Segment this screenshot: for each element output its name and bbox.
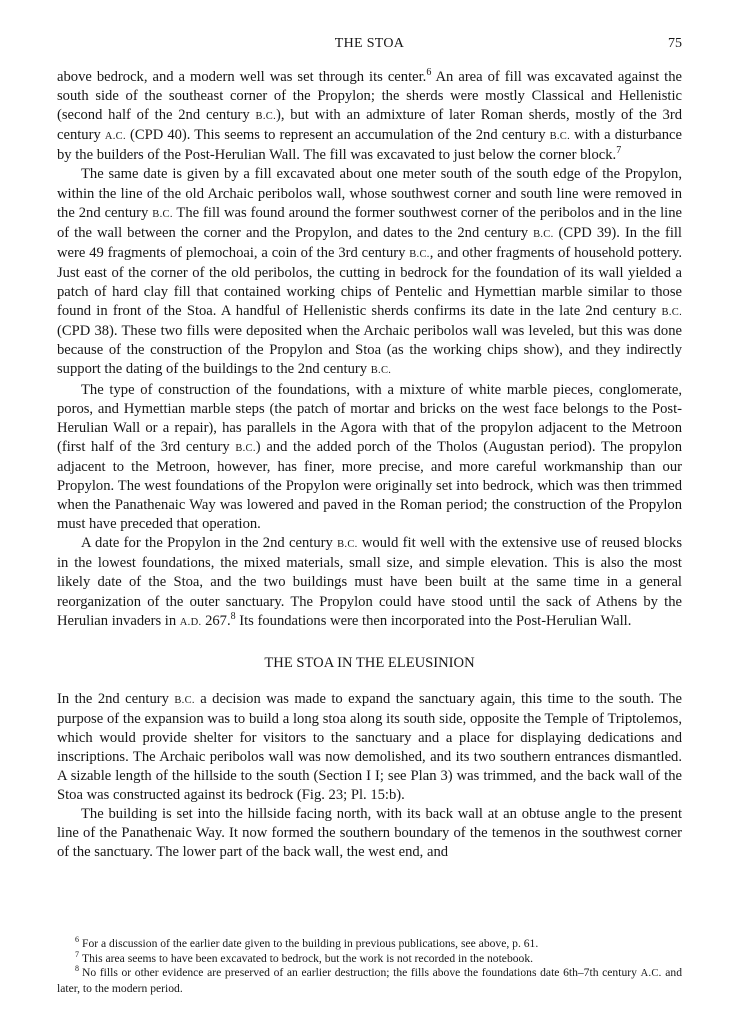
footnote-ref: 8 [230, 610, 236, 622]
text-run: (CPD 40). This seems to represent an accumulation of the 2nd century [125, 127, 550, 144]
paragraph [57, 68, 682, 165]
footnote-ref: 7 [616, 145, 622, 157]
era-abbreviation: B.C. [409, 248, 430, 260]
footnote-ref: 6 [426, 67, 432, 79]
era-abbreviation: B.C. [337, 539, 358, 551]
paragraph [57, 381, 682, 535]
paragraph [57, 165, 682, 380]
page-number: 75 [668, 36, 682, 51]
era-abbreviation: B.C. [549, 131, 571, 143]
text-run: , and other fragments of household pottery. Just east of the corner of the old peribolos, the cutting in bedrock for the foundation of its wall yielded a patch of hard clay fill that contained working chips of Pentelic and Hymettian marble similar to those found in front of the Stoa. A handful of Hellenistic sherds confirms its date in the late 2nd century [57, 244, 683, 320]
text-run: The building is set into the hillside facing north, with its back wall at an obtuse angle to the present line of the Panathenaic Way. It now formed the southern boundary of the temenos in the southwest corner of the sanctuary. The lower part of the back wall, the west end, and [57, 806, 682, 861]
footnote [57, 949, 682, 967]
text-run: An area of fill was excavated against the south side of the southeast corner of the Propylon; the sherds were mostly Classical and Hellenistic (second half of the 2nd century [57, 69, 682, 124]
era-abbreviation: B.C. [174, 694, 195, 706]
footnotes [57, 937, 682, 996]
era-abbreviation: A.D. [179, 616, 202, 628]
footnote [57, 937, 682, 952]
paragraph [57, 805, 682, 862]
text-run: Its foundations were then incorporated into the Post-Herulian Wall. [235, 612, 632, 629]
text-run: ), but with an admixture of later Roman sherds, mostly of the 3rd century [57, 107, 683, 144]
text-run: ) and the added porch of the Tholos (Augustan period). The propylon adjacent to the Metroon, however, has finer, more precise, and more careful workmanship than our Propylon. The west foundations of the Propylon were originally set into bedrock, which was then trimmed when the Panathenaic Way was lowered and paved in the Roman period; the construction of the Propylon must have preceded that operation. [57, 438, 683, 533]
running-title: THE STOA [334, 36, 405, 51]
era-abbreviation: B.C. [370, 365, 392, 377]
era-abbreviation: B.C. [255, 111, 276, 123]
footnote-number: 6 [75, 935, 79, 945]
footnote-text: No fills or other evidence are preserved of an earlier destruction; the fills above the foundations date 6th–7th century [82, 966, 641, 980]
main-text [57, 68, 682, 863]
footnote-number: 8 [75, 964, 79, 974]
footnote [57, 966, 682, 996]
paragraph [57, 690, 682, 806]
paragraph [57, 534, 682, 631]
footnote-text: This area seems to have been excavated to bedrock, but the work is not recorded in the notebook. [82, 951, 534, 965]
text-run: The type of construction of the foundations, with a mixture of white marble pieces, conglomerate, poros, and Hymettian marble steps (the patch of mortar and bricks on the west face belongs to the Post-Herulian Wall or a repair), has parallels in the Agora with that of the propylon adjacent to the Metroon (first half of the 3rd century [57, 381, 682, 455]
text-run: above bedrock, and a modern well was set through its center. [57, 69, 427, 85]
footnote-text: and later, to the modern period. [57, 966, 682, 995]
page-header [57, 36, 682, 56]
text-run: The same date is given by a fill excavated about one meter south of the south edge of the Propylon, within the line of the old Archaic peribolos wall, whose southwest corner and south line were removed in the 2nd century [57, 166, 682, 221]
text-run: (CPD 38). These two fills were deposited when the Archaic peribolos wall was leveled, but this was done because of the construction of the Propylon and Stoa (as the working chips show), and they indirectly support the dating of the buildings to the 2nd century [57, 323, 682, 378]
era-abbreviation: B.C. [533, 228, 554, 240]
era-abbreviation: B.C. [235, 442, 256, 454]
text-run: would fit well with the extensive use of reused blocks in the lowest foundations, the mixed materials, small size, and simple elevation. This is also the most likely date of the Stoa, and the two buildings must have been built at the same time in a general reorganization of the outer sanctuary. The Propylon could have stood until the sack of Athens by the Herulian invaders in [57, 535, 682, 629]
section-heading: THE STOA IN THE ELEUSINION [264, 654, 475, 671]
text-run: In the 2nd century [57, 690, 175, 707]
era-abbreviation: A.C. [104, 131, 126, 143]
footnote-number: 7 [75, 949, 79, 959]
era-abbreviation: A.C. [640, 968, 662, 980]
text-run: (CPD 39). In the fill were 49 fragments of plemochoai, a coin of the 3rd century [57, 224, 682, 261]
text-run: 267. [201, 612, 231, 629]
footnote-text: For a discussion of the earlier date given to the building in previous publications, see above, p. 61. [82, 937, 539, 950]
text-run: A date for the Propylon in the 2nd century [81, 535, 338, 552]
text-run: a decision was made to expand the sanctuary again, this time to the south. The purpose of the expansion was to build a long stoa along its south side, opposite the Temple of Triptolemos, which would provide shelter for visitors to the sanctuary and a place for displaying dedications and inscriptions. The Archaic peribolos wall was now demolished, and its two southern entrances dismantled. A sizable length of the hillside to the south (Section I I; see Plan 3) was trimmed, and the back wall of the Stoa was constructed against its bedrock (Fig. 23; Pl. 15:b). [57, 690, 682, 804]
text-run: with a disturbance by the builders of the Post-Herulian Wall. The fill was excavated to just below the corner block. [57, 127, 682, 164]
era-abbreviation: B.C. [661, 307, 682, 319]
era-abbreviation: B.C. [152, 208, 173, 220]
text-run: The fill was found around the former southwest corner of the peribolos and in the line of the wall between the corner and the Propylon, and dates to the 2nd century [57, 204, 682, 241]
